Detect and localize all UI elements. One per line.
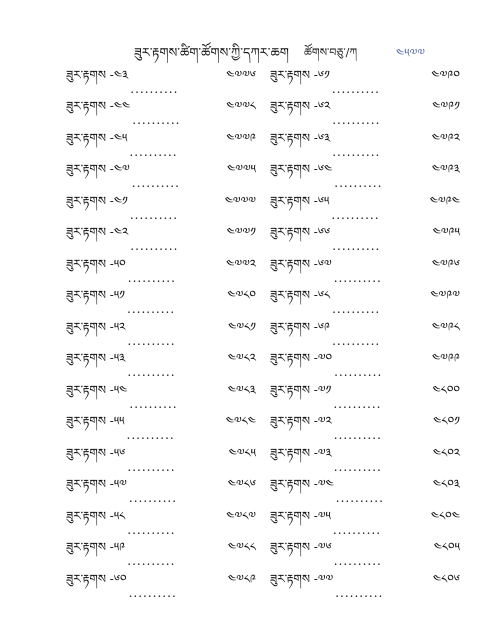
- entry-label: ཟུར་རྟགས -༦༡: [270, 67, 330, 82]
- entry-leader-dots: ..........: [130, 239, 179, 253]
- entry-label: ཟུར་རྟགས -༧༦: [270, 540, 332, 554]
- index-entry: [270, 285, 460, 317]
- entry-label: ཟུར་རྟགས -༧༤: [270, 477, 334, 491]
- entry-label: ཟུར་རྟགས -༦༨: [270, 288, 331, 302]
- entry-page-number: ༤༧༧༦: [226, 67, 256, 82]
- entry-label: ཟུར་རྟགས -༦༣: [270, 130, 331, 145]
- entry-page-number: ༤༧༩༩: [431, 351, 460, 365]
- index-entry: [270, 411, 460, 443]
- entry-page-number: ༤༧༧༥: [227, 162, 256, 176]
- entry-leader-dots: ..........: [128, 491, 178, 505]
- index-entry: [66, 442, 256, 474]
- entry-leader-dots: ..........: [127, 270, 176, 285]
- entry-leader-dots: ..........: [127, 302, 176, 316]
- index-entry: [270, 379, 460, 411]
- entry-page-number: ༤༧༨༧: [226, 508, 256, 523]
- entry-page-number: ༤༨༠༤: [430, 508, 460, 523]
- entry-label: ཟུར་རྟགས -༦༧: [270, 256, 332, 271]
- entry-leader-dots: ..........: [335, 491, 384, 505]
- entry-label: ཟུར་རྟགས -༦༢: [270, 99, 331, 113]
- entry-page-number: ༤༨༠༠: [432, 382, 460, 397]
- entry-leader-dots: ..........: [332, 302, 381, 316]
- index-entry: [270, 64, 460, 96]
- index-entry: [270, 348, 460, 380]
- index-entry: [66, 190, 256, 222]
- entry-label: ཟུར་རྟགས -༥༠: [66, 256, 126, 271]
- entry-page-number: ༤༧༨༩: [227, 571, 256, 586]
- entry-label: ཟུར་རྟགས -༥༩: [66, 540, 126, 554]
- entry-page-number: ༤༧༨༨: [227, 540, 256, 554]
- index-entry: [66, 411, 256, 443]
- entry-label: ཟུར་རྟགས -༧༣: [270, 445, 332, 460]
- entry-leader-dots: ..........: [333, 270, 382, 285]
- entry-label: ཟུར་རྟགས -༧༥: [270, 508, 331, 523]
- index-entry: [66, 127, 256, 159]
- index-entry: [66, 159, 256, 191]
- index-column-left: [66, 64, 256, 600]
- index-entry: [270, 316, 460, 348]
- entry-label: ཟུར་རྟགས -༤༢: [66, 225, 129, 239]
- entry-page-number: ༤༧༩༠: [431, 67, 460, 82]
- entry-page-number: ༤༧༧༢: [226, 256, 256, 271]
- entry-label: ཟུར་རྟགས -༤༥: [66, 130, 128, 145]
- index-entry: [66, 285, 256, 317]
- entry-page-number: ༤༧༨༣: [227, 382, 256, 397]
- entry-leader-dots: ..........: [127, 522, 176, 537]
- entry-label: ཟུར་རྟགས -༦༠: [66, 571, 127, 586]
- entry-page-number: ༤༧༨༤: [225, 414, 256, 428]
- entry-page-number: ༤༧༧༨: [226, 99, 256, 113]
- entry-page-number: ༤༧༩༦: [431, 256, 460, 271]
- entry-leader-dots: ..........: [332, 113, 381, 127]
- page-header: [0, 38, 494, 62]
- header-title: ཟུར་རྟགས་ཚིག་ཚོགས་ཀྱི་དཀར་ཆག: [134, 46, 289, 61]
- entry-page-number: ༤༧༩༧: [430, 288, 460, 302]
- index-entry: [270, 568, 460, 600]
- entry-leader-dots: ..........: [127, 554, 176, 568]
- entry-leader-dots: ..........: [332, 239, 381, 253]
- index-entry: [270, 159, 460, 191]
- index-entry: [66, 316, 256, 348]
- index-entry: [270, 442, 460, 474]
- entry-page-number: ༤༧༨༥: [228, 445, 256, 460]
- entry-leader-dots: ..........: [333, 396, 382, 411]
- entry-label: ཟུར་རྟགས -༥༣: [66, 351, 126, 365]
- index-entry: [270, 190, 460, 222]
- entry-page-number: ༤༧༩༨: [431, 319, 460, 334]
- entry-leader-dots: ..........: [332, 522, 382, 537]
- entry-page-number: ༤༧༩༣: [431, 162, 460, 176]
- entry-label: ཟུར་རྟགས -༦༤: [270, 162, 333, 176]
- entry-label: ཟུར་རྟགས -༥༥: [66, 414, 125, 428]
- entry-page-number: ༤༧༩༢: [431, 130, 460, 145]
- index-entry: [270, 474, 460, 506]
- entry-label: ཟུར་རྟགས -༦༩: [270, 319, 331, 334]
- header-section: ཚོགས་བཅུ་/ཀ: [304, 46, 358, 59]
- index-entry: [66, 474, 256, 506]
- entry-page-number: ༤༧༩༡: [432, 99, 460, 113]
- entry-leader-dots: ..........: [131, 176, 180, 190]
- index-entry: [66, 537, 256, 569]
- entry-leader-dots: ..........: [332, 144, 381, 159]
- index-entry: [270, 96, 460, 128]
- entry-page-number: ༤༧༧༡: [226, 225, 256, 239]
- entry-leader-dots: ..........: [333, 459, 382, 474]
- entry-page-number: ༤༨༠༡: [433, 414, 460, 428]
- index-entry: [66, 568, 256, 600]
- index-entry: [66, 64, 256, 96]
- index-entry: [66, 96, 256, 128]
- index-column-right: [270, 64, 460, 600]
- entry-leader-dots: ..........: [127, 459, 176, 474]
- entry-label: ཟུར་རྟགས -༧༧: [270, 571, 334, 586]
- entry-leader-dots: ..........: [127, 365, 176, 379]
- entry-page-number: ༤༧༧༧: [224, 193, 256, 208]
- entry-page-number: ༤༨༠༢: [432, 445, 460, 460]
- entry-leader-dots: ..........: [334, 176, 383, 190]
- entry-page-number: ༤༧༩༤: [429, 193, 460, 208]
- entry-page-number: ༤༧༨༦: [227, 477, 256, 491]
- entry-label: ཟུར་རྟགས -༧༠: [270, 351, 333, 365]
- header-page-number: ༤༥༧༧: [396, 46, 425, 60]
- entry-label: ཟུར་རྟགས -༤༧: [66, 162, 130, 176]
- entry-label: ཟུར་རྟགས -༤༡: [66, 193, 128, 208]
- entry-page-number: ༤༨༠༥: [433, 540, 460, 554]
- entry-leader-dots: ..........: [331, 207, 380, 222]
- entry-leader-dots: ..........: [333, 554, 382, 568]
- entry-label: ཟུར་རྟགས -༤༤: [66, 99, 131, 113]
- entry-leader-dots: ..........: [332, 333, 381, 348]
- entry-leader-dots: ..........: [132, 113, 181, 127]
- entry-page-number: ༤༨༠༣: [432, 477, 460, 491]
- entry-leader-dots: ..........: [129, 144, 178, 159]
- entry-leader-dots: ..........: [129, 207, 179, 222]
- entry-leader-dots: ..........: [335, 585, 384, 600]
- entry-label: ཟུར་རྟགས -༥༤: [66, 382, 128, 397]
- entry-leader-dots: ..........: [334, 365, 383, 379]
- entry-label: ཟུར་རྟགས -༦༦: [270, 225, 331, 239]
- entry-leader-dots: ..........: [127, 333, 176, 348]
- entry-label: ཟུར་རྟགས -༥༨: [66, 508, 126, 523]
- entry-page-number: ༤༧༧༩: [226, 130, 256, 145]
- index-entry: [270, 222, 460, 254]
- entry-page-number: ༤༧༨༢: [227, 351, 256, 365]
- entry-label: ཟུར་རྟགས -༥༡: [66, 288, 125, 302]
- entry-label: ཟུར་རྟགས -༥༧: [66, 477, 127, 491]
- index-entry: [66, 348, 256, 380]
- index-entry: [66, 222, 256, 254]
- index-entry: [270, 253, 460, 285]
- entry-label: ཟུར་རྟགས -༥༢: [66, 319, 126, 334]
- entry-leader-dots: ..........: [331, 81, 380, 96]
- index-entry: [66, 505, 256, 537]
- index-entry: [66, 253, 256, 285]
- entry-leader-dots: ..........: [333, 428, 382, 442]
- entry-leader-dots: ..........: [128, 585, 177, 600]
- entry-leader-dots: ..........: [126, 428, 175, 442]
- entry-label: ཟུར་རྟགས -༧༡: [270, 382, 332, 397]
- entry-label: ཟུར་རྟགས -༧༢: [270, 414, 332, 428]
- index-entry: [66, 379, 256, 411]
- index-entry: [270, 127, 460, 159]
- entry-page-number: ༤༧༨༡: [228, 319, 256, 334]
- index-entry: [270, 537, 460, 569]
- entry-page-number: ༤༨༠༦: [432, 571, 460, 586]
- entry-label: ཟུར་རྟགས -༤༣: [66, 67, 129, 82]
- entry-label: ཟུར་རྟགས -༥༦: [66, 445, 126, 460]
- entry-leader-dots: ..........: [130, 81, 179, 96]
- entry-page-number: ༤༧༩༥: [432, 225, 460, 239]
- index-entry: [270, 505, 460, 537]
- entry-page-number: ༤༧༨༠: [227, 288, 256, 302]
- entry-label: ཟུར་རྟགས -༦༥: [270, 193, 330, 208]
- entry-leader-dots: ..........: [129, 396, 178, 411]
